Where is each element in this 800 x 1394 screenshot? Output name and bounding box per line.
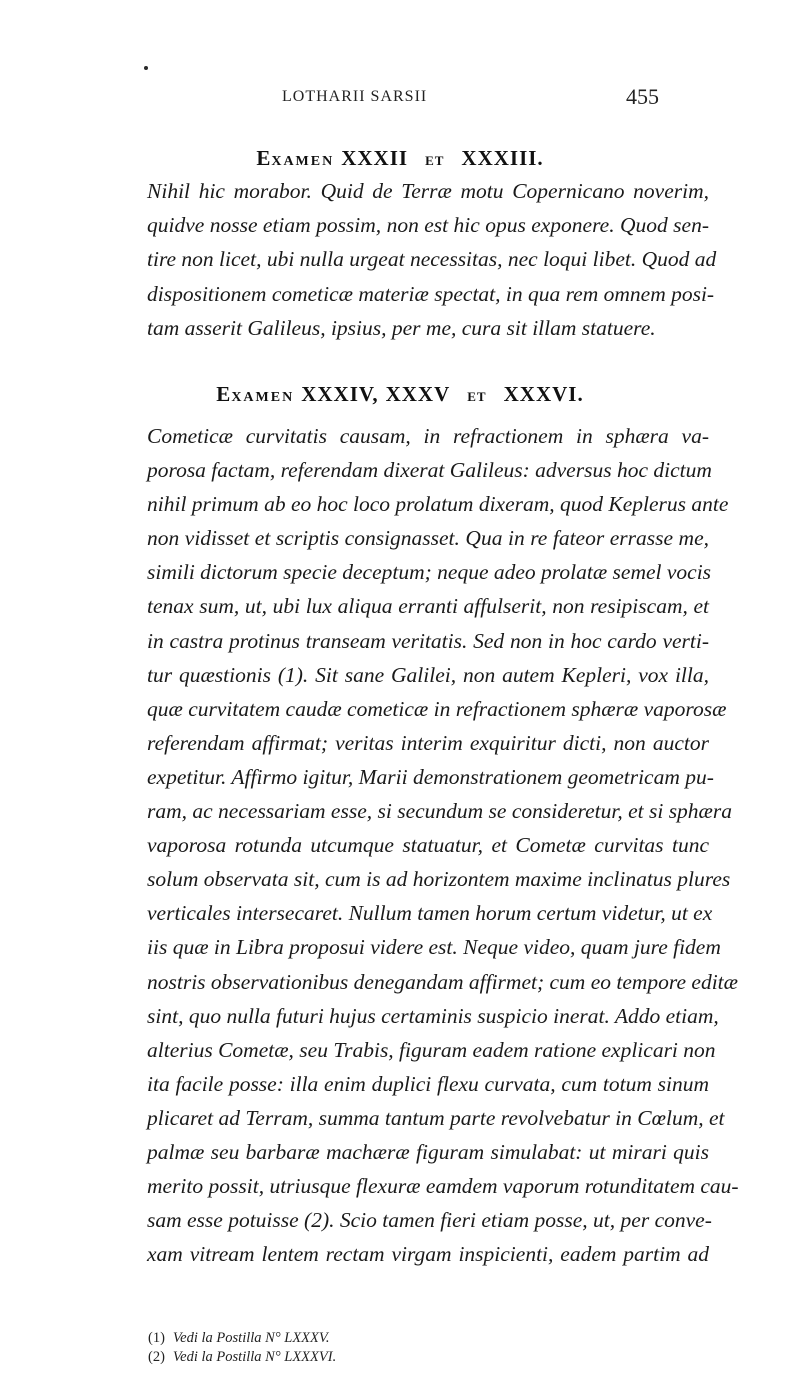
heading-numeral-last: XXXIII. [461,146,544,170]
heading-conjunction: ET [467,389,487,404]
text-line: ita facile posse: illa enim duplici flexu curvata, cum totum sinum [147,1071,709,1096]
page-number: 455 [626,84,659,109]
text-line: plicaret ad Terram, summa tantum parte revolvebatur in Cœlum, et [147,1105,725,1130]
text-line: tam asserit Galileus, ipsius, per me, cura sit illam statuere. [147,315,656,340]
text-line: xam vitream lentem rectam virgam inspicienti, eadem partim ad [147,1242,709,1267]
heading-numeral-middle: XXXV [385,382,451,406]
text-line: expetitur. Affirmo igitur, Marii demonstrationem geometricam pu- [147,764,714,789]
text-line: quæ curvitatem caudæ cometicæ in refractionem sphæræ vaporosæ [147,696,727,721]
text-line: nihil primum ab eo hoc loco prolatum dixeram, quod Keplerus ante [147,492,729,517]
margin-dot [144,66,148,70]
text-line: merito possit, utriusque flexuræ eamdem vaporum rotunditatem cau- [147,1174,739,1199]
text-line: tur quæstionis (1). Sit sane Galilei, non autem Kepleri, vox illa, [147,662,709,687]
paragraph-2 [147,419,739,1271]
heading-conjunction: ET [425,153,445,168]
text-line: in castra protinus transeam veritatis. Sed non in hoc cardo verti- [147,628,709,653]
text-line: sam esse potuisse (2). Scio tamen fieri etiam posse, ut, per conve- [147,1208,712,1233]
footnote-2 [148,1347,708,1367]
text-line: dispositionem cometicæ materiæ spectat, in qua rem omnem posi- [147,281,715,306]
footnote-number: (2) [148,1349,165,1365]
text-line: ram, ac necessariam esse, si secundum se consideretur, et si sphæra [147,799,733,824]
section-heading-1 [0,146,800,171]
text-line: Cometicæ curvitatis causam, in refractionem in sphæra va- [147,424,709,448]
heading-examen-initial: E [256,146,272,170]
section-heading-2 [0,382,800,407]
text-line: quidve nosse etiam possim, non est hic opus exponere. Quod sen- [147,213,709,238]
heading-numeral-first: XXXII [341,146,409,170]
text-line: non vidisset et scriptis consignasset. Qua in re fateor errasse me, [147,526,709,551]
text-line: tenax sum, ut, ubi lux aliqua erranti affulserit, non resipiscam, et [147,594,709,619]
footnote-text: Vedi la Postilla N° LXXXVI. [172,1349,337,1365]
heading-numeral-first: XXXIV, [301,382,379,406]
text-line: Nihil hic morabor. Quid de Terræ motu Copernicano noverim, [147,179,709,203]
text-line: nostris observationibus denegandam affirmet; cum eo tempore editæ [147,969,738,994]
footnote-number: (1) [148,1330,165,1346]
text-line: sint, quo nulla futuri hujus certaminis suspicio inerat. Addo etiam, [147,1003,719,1028]
text-line: solum observata sit, cum is ad horizontem maxime inclinatus plures [147,867,731,892]
heading-examen-rest: XAMEN [231,390,295,405]
text-line: alterius Cometæ, seu Trabis, figuram eadem ratione explicari non [147,1037,716,1062]
paragraph-1 [147,174,717,345]
footnote-text: Vedi la Postilla N° LXXXV. [172,1330,330,1346]
running-head: LOTHARII SARSII [282,88,428,105]
text-line: simili dictorum specie deceptum; neque adeo prolatæ semel vocis [147,560,712,585]
text-line: vaporosa rotunda utcumque statuatur, et Cometæ curvitas tunc [147,833,709,858]
text-line: iis quæ in Libra proposui videre est. Neque video, quam jure fidem [147,935,721,960]
heading-examen-initial: E [216,382,232,406]
heading-examen-rest: XAMEN [271,154,335,169]
text-line: porosa factam, referendam dixerat Galileus: adversus hoc dictum [147,458,712,483]
heading-numeral-last: XXXVI. [503,382,584,406]
text-line: referendam affirmat; veritas interim exquiritur dicti, non auctor [147,730,709,755]
text-line: palmæ seu barbaræ machæræ figuram simulabat: ut mirari quis [147,1139,709,1164]
text-line: tire non licet, ubi nulla urgeat necessitas, nec loqui libet. Quod ad [147,247,717,272]
footnote-1 [148,1328,708,1348]
text-line: verticales intersecaret. Nullum tamen horum certum videtur, ut ex [147,901,713,926]
